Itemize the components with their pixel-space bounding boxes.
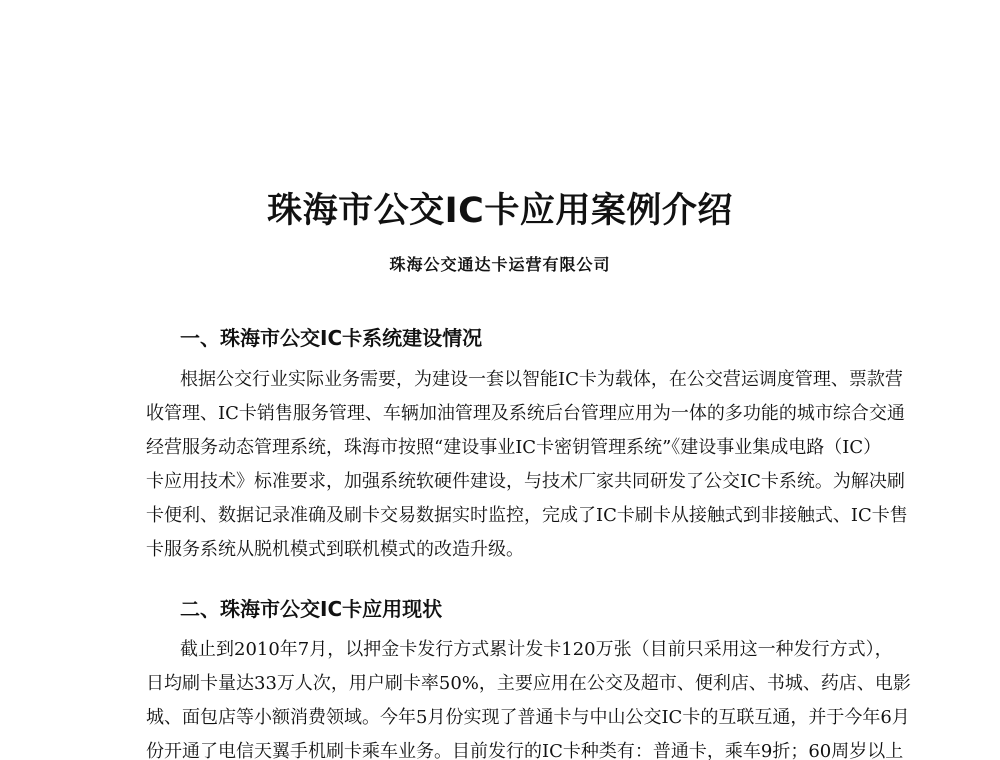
paragraph-line: 城、面包店等小额消费领域。今年5月份实现了普通卡与中山公交IC卡的互联互通，并于今年6月 bbox=[146, 707, 910, 728]
section-2-paragraph bbox=[146, 633, 911, 760]
paragraph-line: 经营服务动态管理系统，珠海市按照“建设事业IC卡密钥管理系统”《建设事业集成电路（IC） bbox=[146, 437, 882, 458]
document-subtitle: 珠海公交通达卡运营有限公司 bbox=[389, 255, 611, 274]
paragraph-line: 日均刷卡量达33万人次，用户刷卡率50%，主要应用在公交及超市、便利店、书城、药店、电影 bbox=[146, 673, 911, 694]
section-heading-2: 二、珠海市公交IC卡应用现状 bbox=[180, 597, 443, 621]
paragraph-line: 收管理、IC卡销售服务管理、车辆加油管理及系统后台管理应用为一体的多功能的城市综合交通 bbox=[146, 403, 905, 424]
paragraph-line: 卡服务系统从脱机模式到联机模式的改造升级。 bbox=[146, 539, 524, 560]
paragraph-line: 截止到2010年7月，以押金卡发行方式累计发卡120万张（目前只采用这一种发行方式）， bbox=[180, 639, 893, 660]
paragraph-line: 卡应用技术》标准要求，加强系统软硬件建设，与技术厂家共同研发了公交IC卡系统。为解决刷 bbox=[146, 471, 905, 492]
document-title: 珠海市公交IC卡应用案例介绍 bbox=[267, 191, 733, 231]
section-heading-1: 一、珠海市公交IC卡系统建设情况 bbox=[180, 326, 483, 350]
section-1-paragraph bbox=[146, 363, 908, 567]
paragraph-line: 份开通了电信天翼手机刷卡乘车业务。目前发行的IC卡种类有：普通卡，乘车9折；60周岁以上 bbox=[146, 741, 904, 760]
paragraph-line: 卡便利、数据记录准确及刷卡交易数据实时监控，完成了IC卡刷卡从接触式到非接触式、IC卡售 bbox=[146, 505, 908, 526]
paragraph-line: 根据公交行业实际业务需要，为建设一套以智能IC卡为载体，在公交营运调度管理、票款营 bbox=[180, 369, 903, 390]
